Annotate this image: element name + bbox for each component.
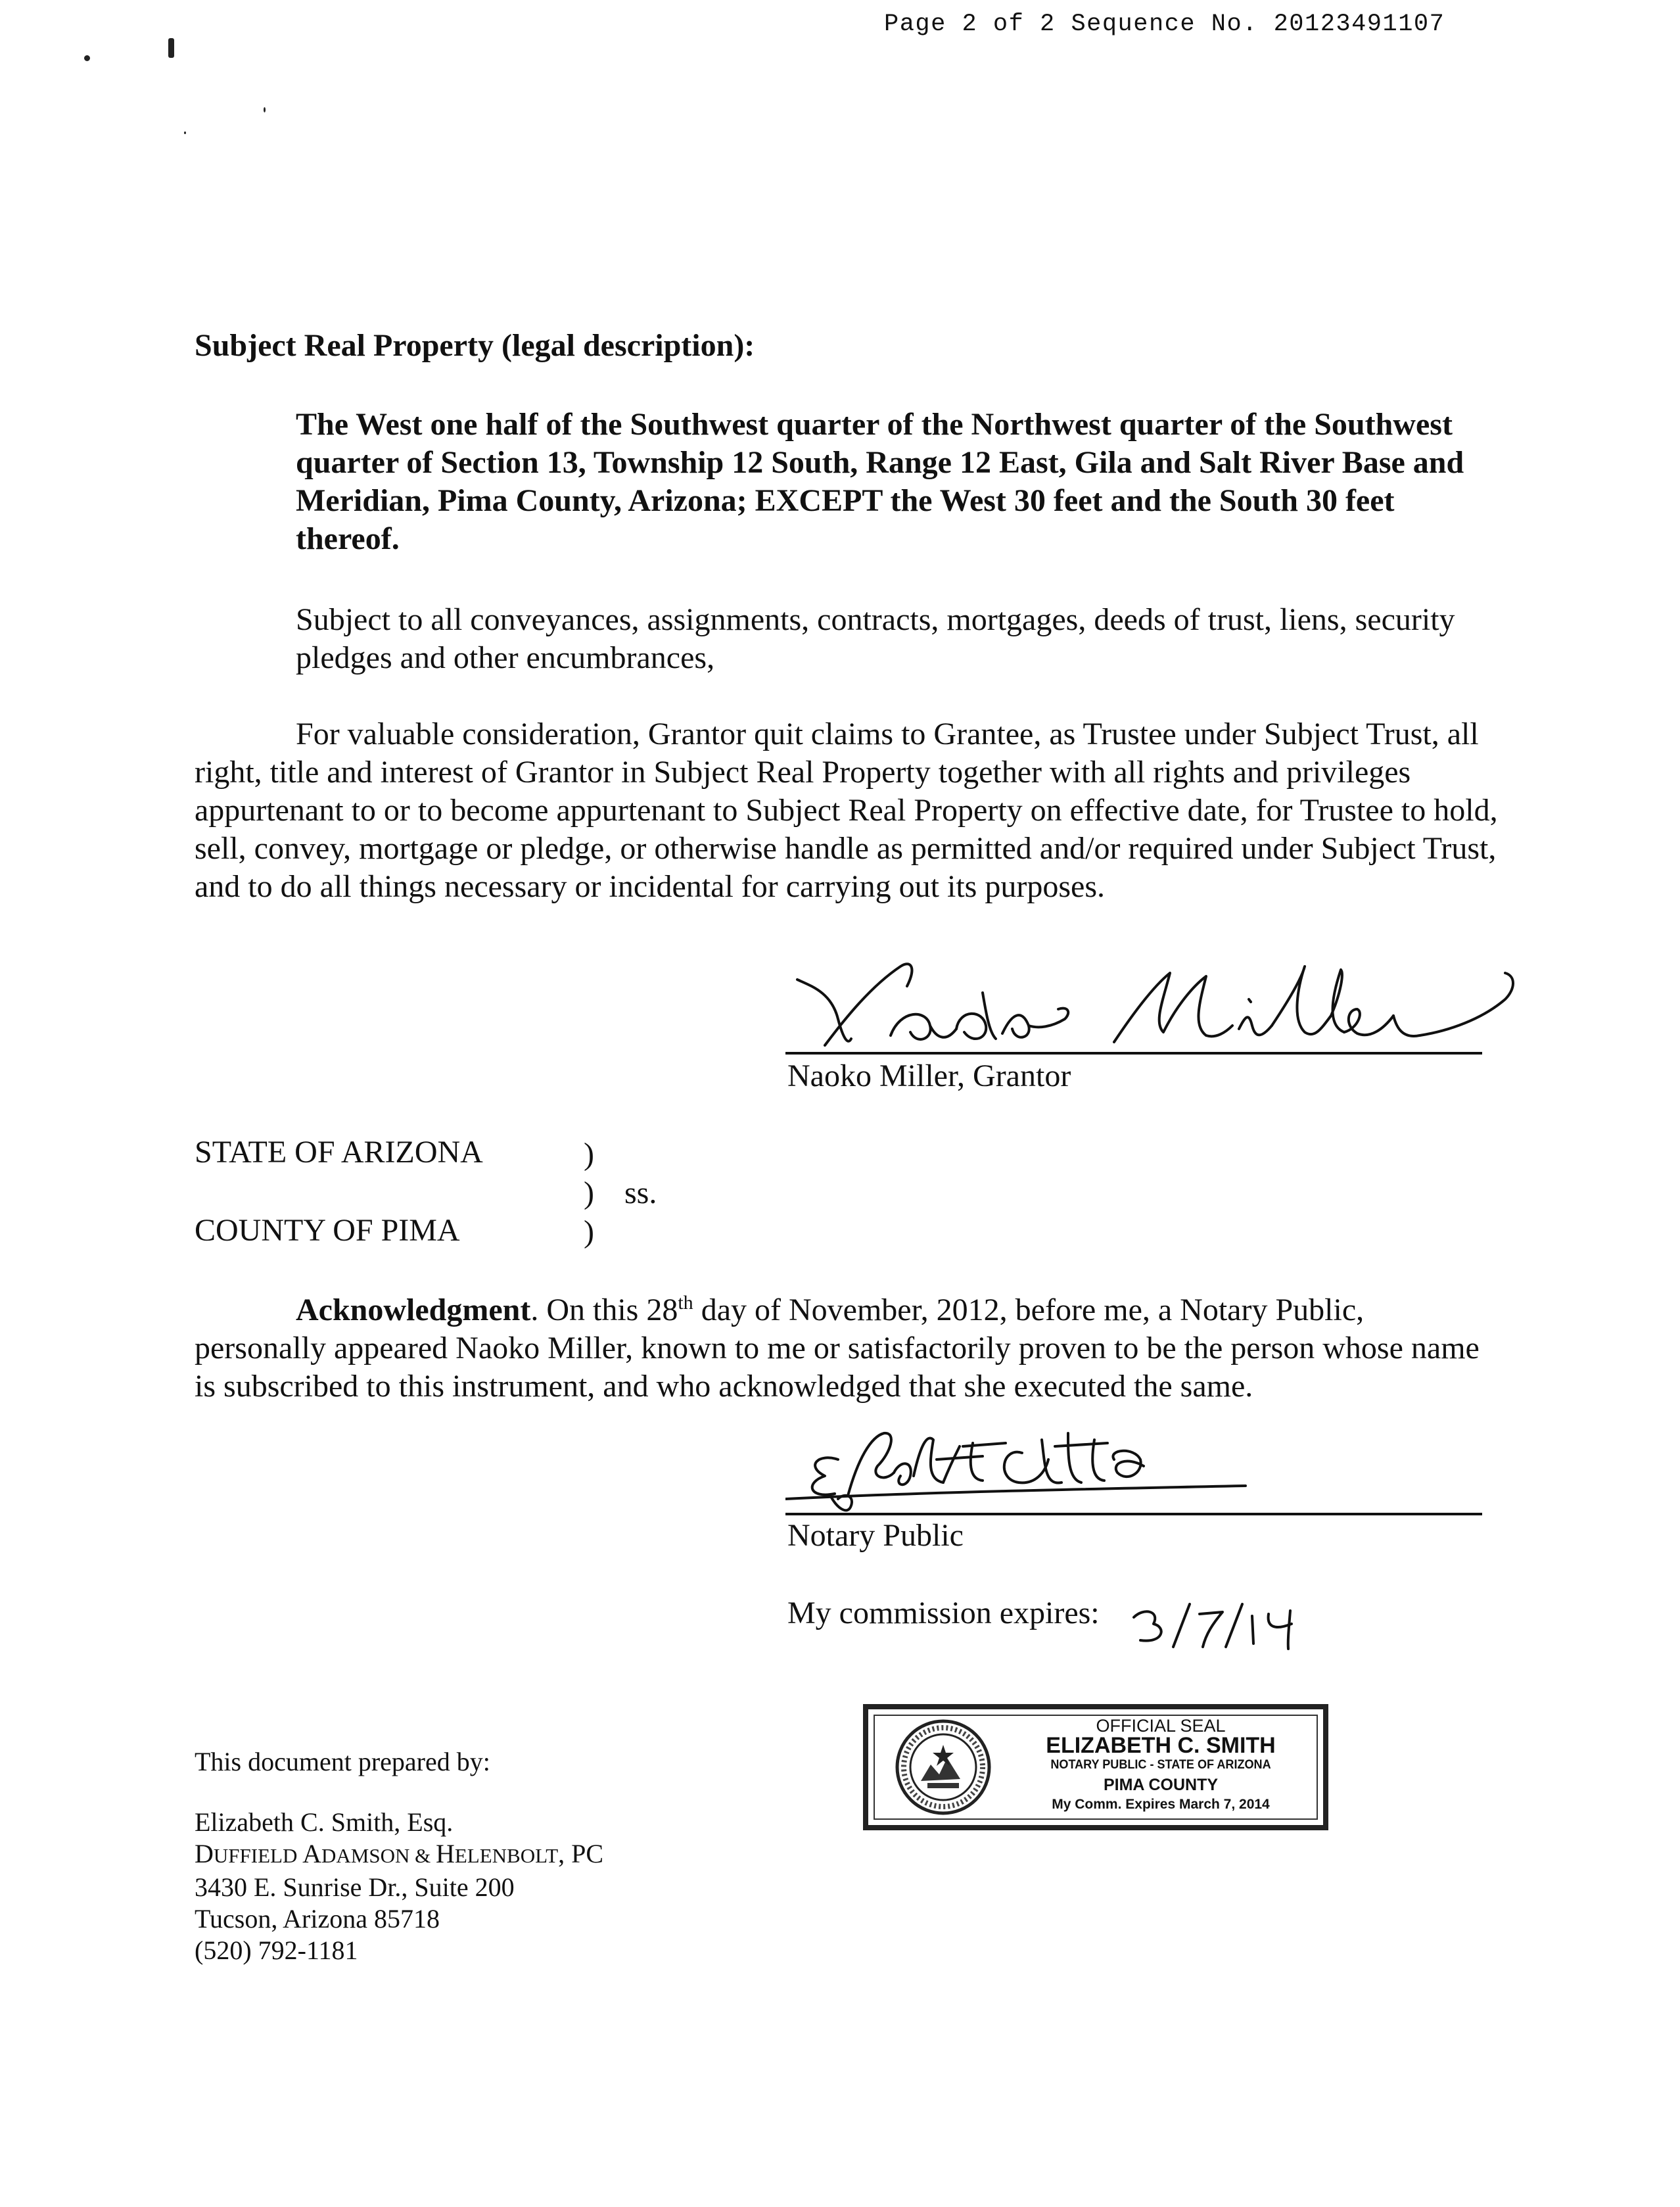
grantor-name-label: Naoko Miller, Grantor — [787, 1058, 1071, 1093]
scan-speck — [168, 38, 174, 58]
venue-paren: ) — [584, 1214, 594, 1249]
seal-notary-state: NOTARY PUBLIC - STATE OF ARIZONA — [1050, 1758, 1271, 1772]
acknowledgment-title: Acknowledgment — [296, 1293, 531, 1327]
property-heading: Subject Real Property (legal description): — [195, 328, 755, 363]
scan-speck — [84, 55, 90, 61]
venue-state: STATE OF ARIZONA — [195, 1135, 483, 1170]
acknowledgment-text — [195, 1291, 1503, 1406]
notary-signature-line — [785, 1513, 1482, 1515]
venue-county: COUNTY OF PIMA — [195, 1213, 460, 1248]
arizona-state-seal-emblem — [895, 1719, 992, 1816]
venue-paren: ) — [584, 1137, 594, 1172]
seal-expiration: My Comm. Expires March 7, 2014 — [1052, 1797, 1270, 1812]
grantor-signature-line — [785, 1052, 1482, 1055]
acknowledgment-paragraph — [195, 1291, 1503, 1406]
preparer-address-line-2: Tucson, Arizona 85718 — [195, 1904, 440, 1934]
scan-speck — [184, 131, 186, 134]
seal-notary-name: ELIZABETH C. SMITH — [1046, 1733, 1276, 1758]
preparer-phone: (520) 792-1181 — [195, 1935, 358, 1965]
scan-speck — [264, 107, 266, 112]
firm-part: ELENBOLT — [454, 1844, 559, 1867]
acknowledgment-text-2: day of November, 2012, before me, a Notary Public, personally appeared Naoko Miller, known to me or satisfactorily proven to be the person whose name is subscribed to this instrument, and who acknowledged that she executed the same. — [195, 1293, 1480, 1404]
firm-part: UFFIELD — [213, 1844, 303, 1867]
venue-paren: ) — [584, 1175, 594, 1210]
commission-date-handwritten — [1127, 1598, 1305, 1650]
notary-public-label: Notary Public — [787, 1518, 964, 1553]
seal-county: PIMA COUNTY — [1103, 1776, 1219, 1794]
acknowledgment-text-1: . On this 28 — [530, 1293, 678, 1327]
firm-initial: D — [195, 1839, 214, 1868]
preparer-address-block — [195, 1807, 603, 1966]
grantor-handwritten-signature — [785, 947, 1531, 1052]
venue-ss: ss. — [624, 1175, 657, 1210]
seal-text-block — [1016, 1716, 1305, 1815]
firm-suffix: , PC — [558, 1839, 604, 1868]
preparer-firm — [195, 1838, 603, 1872]
preparer-address-line-1: 3430 E. Sunrise Dr., Suite 200 — [195, 1872, 515, 1902]
consideration-paragraph — [195, 715, 1503, 906]
consideration-text: For valuable consideration, Grantor quit claims to Grantee, as Trustee under Subject Trust, all right, title and interest of Grantor in Subject Real Property together with all rights and privileges appurtenant to or to become appurtenant to Subject Real Property on effective date, for Trustee to hold, sell, convey, mortgage or pledge, or otherwise handle as permitted and/or required under Subject Trust, and to do all things necessary or incidental for carrying out its purposes. — [195, 717, 1498, 904]
firm-part: DAMSON & — [321, 1844, 436, 1867]
acknowledgment-superscript: th — [678, 1292, 693, 1314]
commission-label: My commission expires: — [787, 1596, 1100, 1630]
subject-to-paragraph: Subject to all conveyances, assignments, contracts, mortgages, deeds of trust, liens, security pledges and other encumbrances, — [296, 602, 1455, 675]
firm-initial: A — [302, 1839, 321, 1868]
page-sequence-header: Page 2 of 2 Sequence No. 20123491107 — [884, 11, 1445, 38]
preparer-name: Elizabeth C. Smith, Esq. — [195, 1807, 454, 1837]
legal-description: The West one half of the Southwest quarter of the Northwest quarter of the Southwest quarter of Section 13, Township 12 South, Range 12 East, Gila and Salt River Base and Meridian, Pima County, Arizona; EXCEPT the West 30 feet and the South 30 feet thereof. — [296, 407, 1464, 556]
firm-initial: H — [435, 1839, 455, 1868]
notary-seal-stamp — [863, 1704, 1328, 1830]
seal-official-seal: OFFICIAL SEAL — [1096, 1716, 1226, 1736]
notary-handwritten-signature — [785, 1420, 1259, 1512]
prepared-by-label: This document prepared by: — [195, 1747, 490, 1776]
